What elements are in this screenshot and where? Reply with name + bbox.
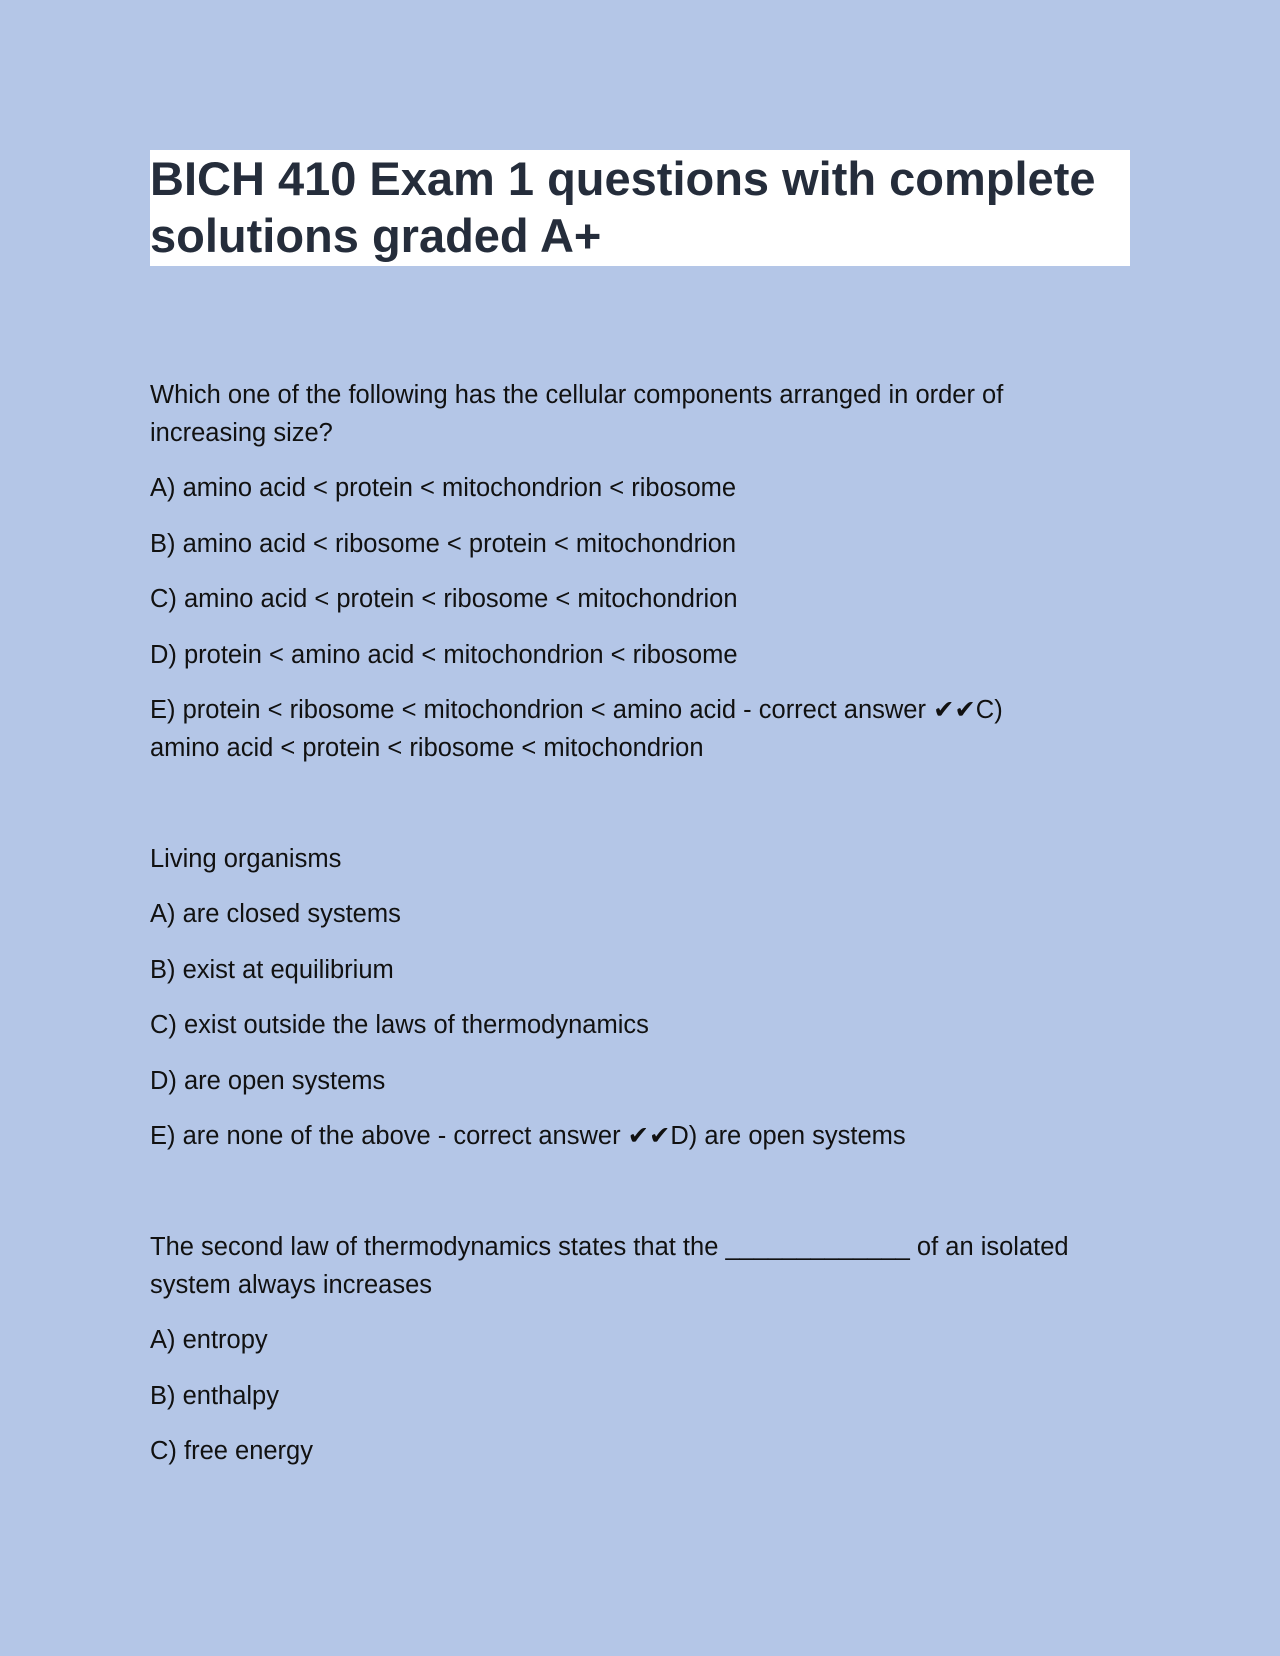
question-1-option-b: B) amino acid < ribosome < protein < mitochondrion xyxy=(150,530,737,558)
question-3-option-a: A) entropy xyxy=(150,1326,268,1354)
question-3-prompt-line-2: system always increases xyxy=(150,1271,433,1299)
question-2-option-d: D) are open systems xyxy=(150,1067,386,1095)
question-1-option-e-line-1: E) protein < ribosome < mitochondrion < amino acid - correct answer ✔✔C) xyxy=(150,696,1003,724)
question-3-prompt-line-1: The second law of thermodynamics states that the _____________ of an isolated xyxy=(150,1233,1069,1261)
question-2-option-e: E) are none of the above - correct answer ✔✔D) are open systems xyxy=(150,1122,906,1150)
question-1-option-e-line-2: amino acid < protein < ribosome < mitochondrion xyxy=(150,734,704,762)
question-2-option-a: A) are closed systems xyxy=(150,900,401,928)
question-2-prompt: Living organisms xyxy=(150,845,342,873)
question-1-prompt-line-2: increasing size? xyxy=(150,419,333,447)
question-2-option-b: B) exist at equilibrium xyxy=(150,956,394,984)
document-body xyxy=(150,0,1120,1656)
question-3-option-b: B) enthalpy xyxy=(150,1382,279,1410)
question-1-option-d: D) protein < amino acid < mitochondrion < ribosome xyxy=(150,641,738,669)
question-3-option-c: C) free energy xyxy=(150,1437,313,1465)
question-1-option-c: C) amino acid < protein < ribosome < mitochondrion xyxy=(150,585,738,613)
question-2-option-c: C) exist outside the laws of thermodynamics xyxy=(150,1011,649,1039)
question-1-option-a: A) amino acid < protein < mitochondrion < ribosome xyxy=(150,474,737,502)
document-title: BICH 410 Exam 1 questions with complete solutions graded A+ xyxy=(150,152,1096,262)
question-1-prompt-line-1: Which one of the following has the cellular components arranged in order of xyxy=(150,381,1004,409)
